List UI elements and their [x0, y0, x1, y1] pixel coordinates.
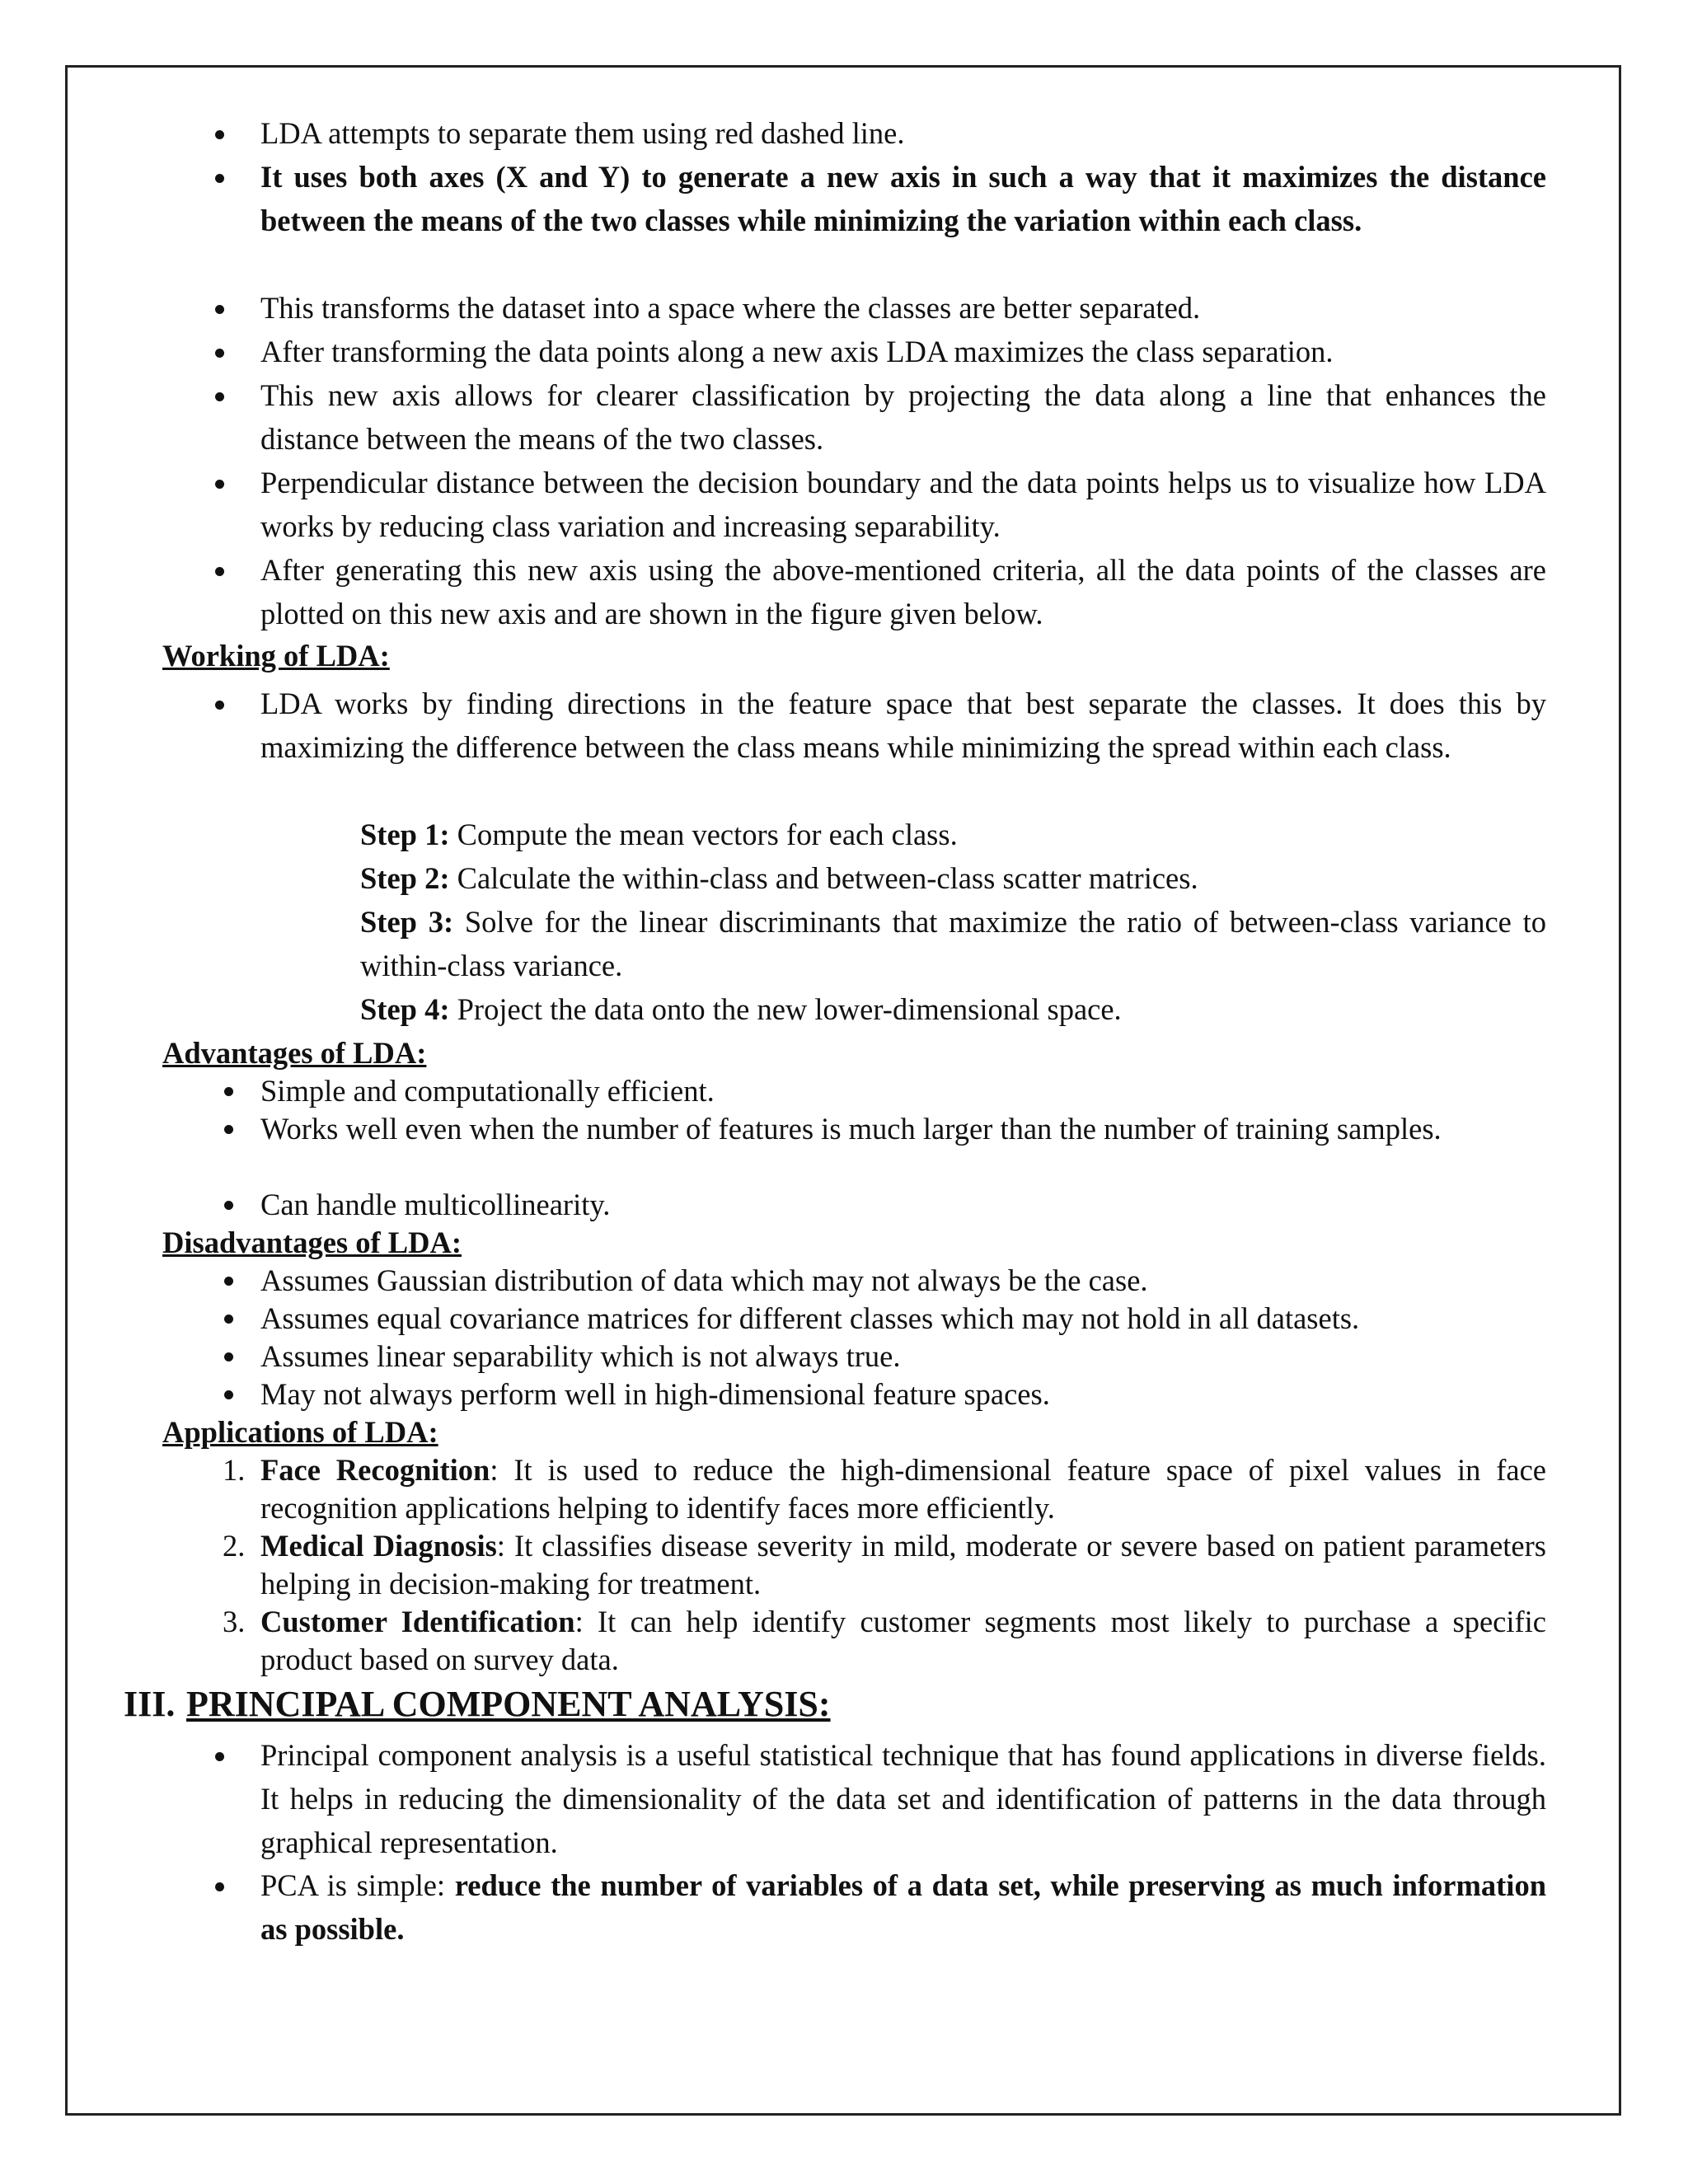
- bullet-lead: PCA is simple:: [260, 1868, 455, 1902]
- step-label: Step 2:: [360, 861, 450, 895]
- step-text: Compute the mean vectors for each class.: [457, 818, 958, 851]
- bullet-dot: [224, 1352, 233, 1361]
- list-item: Works well even when the number of features is much larger than the number of training samples.: [260, 1112, 1442, 1146]
- bullet-bold: reduce the number of variables of a data set, while preserving as much information as possible.: [260, 1868, 1546, 1946]
- list-number: 1.: [223, 1453, 246, 1487]
- bullet-text: After generating this new axis using the above-mentioned criteria, all the data points of the classes are plotted on this new axis and are shown in the figure given below.: [260, 553, 1546, 630]
- bullet-dot: [215, 1752, 224, 1761]
- application-item: [260, 1527, 1546, 1603]
- bullet-dot: [224, 1390, 233, 1399]
- bullet-dot: [215, 480, 224, 489]
- step-text: Project the data onto the new lower-dimensional space.: [457, 992, 1122, 1026]
- application-title: Medical Diagnosis: [260, 1529, 497, 1563]
- bullet-dot: [215, 305, 224, 314]
- step-text: Calculate the within-class and between-class scatter matrices.: [457, 861, 1198, 895]
- section-heading-applications: Applications of LDA:: [162, 1415, 438, 1449]
- bullet-dot: [224, 1087, 233, 1096]
- bullet-dot: [215, 349, 224, 358]
- bullet-dot: [224, 1201, 233, 1210]
- step-3: [360, 900, 1546, 987]
- bullet-dot: [224, 1315, 233, 1324]
- list-number: 2.: [223, 1529, 246, 1563]
- list-item: Assumes linear separability which is not always true.: [260, 1339, 901, 1373]
- list-item: Simple and computationally efficient.: [260, 1074, 715, 1108]
- step-label: Step 1:: [360, 818, 450, 851]
- application-text: : It is used to reduce the high-dimensional feature space of pixel values in face recognition applications helping to identify faces more efficiently.: [260, 1453, 1546, 1525]
- application-item: [260, 1603, 1546, 1679]
- step-label: Step 3:: [360, 905, 454, 939]
- section-number: III.: [124, 1684, 176, 1724]
- application-title: Customer Identification: [260, 1605, 575, 1638]
- bullet-dot: [215, 174, 224, 183]
- bullet-dot: [215, 130, 224, 139]
- application-item: [260, 1451, 1546, 1527]
- bullet-dot: [224, 1125, 233, 1134]
- bullet-dot: [224, 1277, 233, 1286]
- bullet-text: After transforming the data points along a new axis LDA maximizes the class separation.: [260, 335, 1334, 368]
- application-text: : It can help identify customer segments most likely to purchase a specific product based on survey data.: [260, 1605, 1546, 1676]
- bullet-dot: [215, 392, 224, 401]
- bullet-text: LDA works by finding directions in the feature space that best separate the classes. It does this by maximizing the difference between the class means while minimizing the spread within each class.: [260, 687, 1546, 764]
- list-item: Can handle multicollinearity.: [260, 1188, 611, 1221]
- section-heading-working: Working of LDA:: [162, 639, 390, 673]
- bullet-dot: [215, 701, 224, 710]
- bullet-text: This transforms the dataset into a space where the classes are better separated.: [260, 291, 1201, 325]
- bullet-text-bold: It uses both axes (X and Y) to generate a new axis in such a way that it maximizes the distance between the means of the two classes while minimizing the variation within each class.: [260, 160, 1546, 237]
- bullet-text: LDA attempts to separate them using red dashed line.: [260, 116, 905, 150]
- bullet-text: [260, 1863, 1546, 1951]
- application-title: Face Recognition: [260, 1453, 490, 1487]
- step-text: Solve for the linear discriminants that maximize the ratio of between-class variance to within-class variance.: [360, 905, 1547, 982]
- section-title-pca: PRINCIPAL COMPONENT ANALYSIS:: [186, 1684, 831, 1724]
- bullet-text: Principal component analysis is a useful statistical technique that has found applications in diverse fields. It helps in reducing the dimensionality of the data set and identification of patterns in the data through graphical representation.: [260, 1738, 1546, 1859]
- bullet-text: Perpendicular distance between the decision boundary and the data points helps us to visualize how LDA works by reducing class variation and increasing separability.: [260, 466, 1546, 543]
- list-number: 3.: [223, 1605, 246, 1638]
- section-heading-advantages: Advantages of LDA:: [162, 1036, 427, 1070]
- list-item: May not always perform well in high-dimensional feature spaces.: [260, 1377, 1050, 1411]
- step-label: Step 4:: [360, 992, 450, 1026]
- bullet-dot: [215, 1882, 224, 1891]
- step-4: [360, 987, 1546, 1031]
- list-item: Assumes Gaussian distribution of data which may not always be the case.: [260, 1263, 1148, 1297]
- bullet-text: This new axis allows for clearer classification by projecting the data along a line that enhances the distance between the means of the two classes.: [260, 378, 1546, 456]
- list-item: Assumes equal covariance matrices for different classes which may not hold in all datasets.: [260, 1301, 1360, 1335]
- step-1: [360, 813, 1546, 856]
- step-2: [360, 856, 1546, 900]
- bullet-dot: [215, 567, 224, 576]
- application-text: : It classifies disease severity in mild, moderate or severe based on patient parameters helping in decision-making for treatment.: [260, 1529, 1546, 1601]
- section-heading-disadvantages: Disadvantages of LDA:: [162, 1226, 462, 1259]
